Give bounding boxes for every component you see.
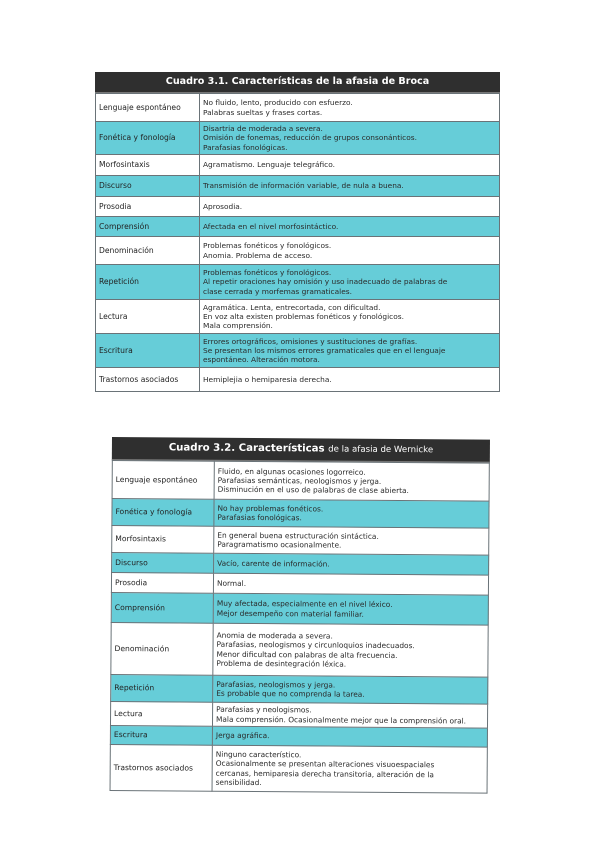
table-row <box>112 499 489 529</box>
table-wernicke-title: Cuadro 3.2. Características de la afasia de Wernicke <box>112 437 490 463</box>
description-line: Errores ortográficos, omisiones y sustituciones de grafías. <box>203 336 418 346</box>
table-row <box>112 553 489 576</box>
row-description <box>200 155 500 176</box>
table-row <box>110 701 487 728</box>
description-line: Mejor desempeño con material familiar. <box>216 608 364 619</box>
table-row <box>111 592 488 625</box>
row-description <box>200 265 500 300</box>
row-label: Lenguaje espontáneo <box>112 461 214 500</box>
row-description <box>213 675 488 704</box>
row-label: Morfosintaxis <box>112 526 214 554</box>
description-line: Es probable que no comprenda la tarea. <box>216 688 365 699</box>
description-line: En general buena estructuración sintáctica. <box>217 530 379 541</box>
table-row <box>111 674 488 704</box>
row-description <box>212 726 487 747</box>
table-row <box>96 94 500 122</box>
table-broca-body <box>95 93 500 392</box>
row-label: Repetición <box>111 674 213 702</box>
description-line: Jerga agráfica. <box>215 731 270 741</box>
table-row <box>96 176 500 197</box>
table-row <box>96 237 500 265</box>
table-wernicke <box>110 437 490 794</box>
description-line: Problemas fonéticos y fonológicos. <box>203 241 332 251</box>
row-description <box>200 197 500 217</box>
row-label: Fonética y fonología <box>96 122 200 155</box>
description-line: Ocasionalmente se presentan alteraciones visuoespaciales <box>215 758 435 770</box>
row-description <box>200 300 500 334</box>
table-wernicke-body <box>110 460 490 794</box>
description-line: Fluido, en algunas ocasiones logorreico. <box>217 466 366 477</box>
table-row <box>110 744 487 793</box>
description-line: Paragramatismo ocasionalmente. <box>217 539 342 550</box>
description-line: Normal. <box>216 578 247 588</box>
description-line: Ninguno característico. <box>215 749 302 760</box>
description-line: Afectada en el nivel morfosintáctico. <box>203 221 339 231</box>
row-label: Prosodia <box>111 573 213 594</box>
row-description <box>200 334 500 368</box>
table-broca-title: Cuadro 3.1. Características de la afasia de Broca <box>95 72 500 93</box>
description-line: Disartria de moderada a severa. <box>203 124 323 134</box>
description-line: Parafasias fonológicas. <box>203 142 288 152</box>
row-description <box>212 702 487 728</box>
row-label: Prosodia <box>96 197 200 217</box>
row-label: Discurso <box>112 553 214 574</box>
description-line: Palabras sueltas y frases cortas. <box>203 107 323 117</box>
table-broca <box>95 72 500 392</box>
description-line: Vacío, carente de información. <box>217 558 330 569</box>
description-line: Menor dificultad con palabras de alta frecuencia. <box>216 649 398 660</box>
table-row <box>111 622 488 677</box>
table-row <box>96 300 500 334</box>
description-line: clase cerrada y morfemas gramaticales. <box>203 286 352 296</box>
description-line: En voz alta existen problemas fonéticos y fonológicos. <box>203 311 404 321</box>
description-line: Parafasias y neologismos. <box>216 704 312 715</box>
row-description <box>214 553 489 575</box>
row-label: Escritura <box>96 334 200 368</box>
description-line: Mala comprensión. <box>203 321 273 331</box>
table-row <box>112 461 489 502</box>
description-line: No hay problemas fonéticos. <box>217 503 324 514</box>
description-line: Problema de desintegración léxica. <box>216 658 347 669</box>
row-label: Lectura <box>96 300 200 334</box>
description-line: sensibilidad. <box>215 777 262 787</box>
description-line: Mala comprensión. Ocasionalmente mejor que la comprensión oral. <box>216 714 467 725</box>
row-description <box>214 461 489 501</box>
table-row <box>96 155 500 176</box>
description-line: Agramatismo. Lenguaje telegráfico. <box>203 160 335 170</box>
row-description <box>200 94 500 122</box>
row-label: Fonética y fonología <box>112 499 214 527</box>
row-label: Trastornos asociados <box>96 368 200 392</box>
row-description <box>214 499 489 528</box>
description-line: Problemas fonéticos y fonológicos. <box>203 268 332 278</box>
description-line: cercanas, hemiparesia derecha transitoria, alteración de la <box>215 768 434 779</box>
row-label: Morfosintaxis <box>96 155 200 176</box>
row-label: Comprensión <box>96 217 200 237</box>
description-line: Se presentan los mismos errores gramaticales que en el lenguaje <box>203 345 446 355</box>
description-line: Parafasias, neologismos y jerga. <box>216 679 336 690</box>
description-line: Agramática. Lenta, entrecortada, con dificultad. <box>203 302 381 312</box>
table-row <box>96 122 500 155</box>
row-label: Comprensión <box>111 592 213 623</box>
row-description <box>200 217 500 237</box>
description-line: No fluido, lento, producido con esfuerzo. <box>203 98 353 108</box>
row-label: Lectura <box>110 701 212 726</box>
row-description <box>212 745 487 793</box>
table-row <box>110 725 487 747</box>
description-line: Muy afectada, especialmente en el nivel léxico. <box>216 598 393 610</box>
row-label: Discurso <box>96 176 200 197</box>
row-label: Repetición <box>96 265 200 300</box>
table-row <box>96 334 500 368</box>
row-description <box>200 122 500 155</box>
table-row <box>96 265 500 300</box>
description-line: Disminución en el uso de palabras de clase abierta. <box>217 484 409 496</box>
description-line: Hemiplejia o hemiparesia derecha. <box>203 374 332 384</box>
row-description <box>213 593 488 625</box>
description-line: Al repetir oraciones hay omisión y uso inadecuado de palabras de <box>203 277 448 287</box>
description-line: Parafasias fonológicas. <box>217 512 302 523</box>
row-description <box>213 623 488 677</box>
row-label: Escritura <box>110 725 212 745</box>
description-line: espontáneo. Alteración motora. <box>203 355 320 365</box>
row-description <box>213 573 488 595</box>
description-line: Parafasias, neologismos y circunloquios inadecuados. <box>216 639 415 651</box>
row-label: Lenguaje espontáneo <box>96 94 200 122</box>
description-line: Anomia. Problema de acceso. <box>203 250 313 260</box>
row-label: Denominación <box>96 237 200 265</box>
description-line: Transmisión de información variable, de nula a buena. <box>203 181 404 191</box>
description-line: Anomia de moderada a severa. <box>216 630 333 641</box>
row-description <box>214 526 489 555</box>
row-description <box>200 368 500 392</box>
table-row <box>96 197 500 217</box>
description-line: Omisión de fonemas, reducción de grupos consonánticos. <box>203 133 417 143</box>
row-description <box>200 176 500 197</box>
description-line: Aprosodia. <box>203 201 243 211</box>
row-label: Denominación <box>111 622 213 675</box>
table-row <box>111 573 488 596</box>
table-row <box>96 217 500 237</box>
table-row <box>112 526 489 556</box>
table-row <box>96 368 500 392</box>
row-label: Trastornos asociados <box>110 744 212 791</box>
description-line: Parafasias semánticas, neologismos y jerga. <box>217 475 382 486</box>
row-description <box>200 237 500 265</box>
